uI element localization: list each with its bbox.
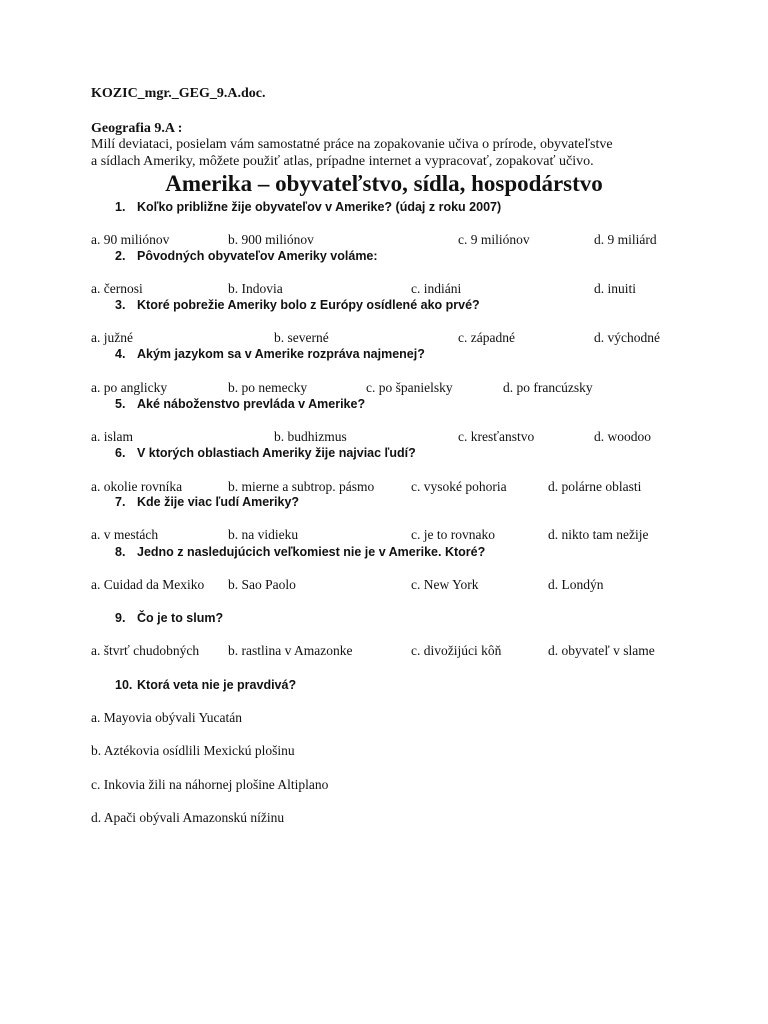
- question-1: [115, 200, 501, 214]
- question-2: [115, 249, 378, 263]
- q5-option-a: a. islam: [91, 429, 133, 444]
- q10-statement-c: c. Inkovia žili na náhornej plošine Altiplano: [91, 777, 329, 792]
- q8-option-a: a. Cuidad da Mexiko: [91, 577, 205, 592]
- question-number: 3.: [115, 298, 126, 312]
- q9-option-b: b. rastlina v Amazonke: [228, 643, 353, 658]
- q3-option-b: b. severné: [274, 330, 329, 345]
- q2-option-a: a. černosi: [91, 281, 143, 296]
- q5-option-b: b. budhizmus: [274, 429, 347, 444]
- q3-option-d: d. východné: [594, 330, 660, 345]
- question-number: 7.: [115, 495, 126, 509]
- question-number: 2.: [115, 249, 126, 263]
- question-7: [115, 495, 299, 509]
- q10-statement-a: a. Mayovia obývali Yucatán: [91, 710, 242, 725]
- q7-option-c: c. je to rovnako: [411, 527, 495, 542]
- question-9: [115, 611, 223, 625]
- q7-option-b: b. na vidieku: [228, 527, 299, 542]
- q4-option-c: c. po španielsky: [366, 380, 453, 395]
- q8-option-c: c. New York: [411, 577, 479, 592]
- question-text: Ktorá veta nie je pravdivá?: [137, 678, 297, 692]
- q7-option-a: a. v mestách: [91, 527, 159, 542]
- q1-option-c: c. 9 miliónov: [458, 232, 530, 247]
- worksheet-title: Amerika – obyvateľstvo, sídla, hospodárstvo: [165, 171, 603, 196]
- question-text: Kde žije viac ľudí Ameriky?: [137, 495, 300, 509]
- question-number: 9.: [115, 611, 126, 625]
- q1-option-a: a. 90 miliónov: [91, 232, 170, 247]
- class-heading: Geografia 9.A :: [91, 121, 183, 136]
- question-8: [115, 545, 485, 559]
- q2-option-d: d. inuiti: [594, 281, 637, 296]
- question-text: Aké náboženstvo prevláda v Amerike?: [137, 397, 366, 411]
- q5-option-d: d. woodoo: [594, 429, 651, 444]
- question-number: 4.: [115, 347, 126, 361]
- intro-line-2: a sídlach Ameriky, môžete použiť atlas, prípadne internet a vypracovať, zopakovať učivo.: [91, 154, 594, 169]
- q9-option-c: c. divožijúci kôň: [411, 643, 502, 658]
- question-number: 6.: [115, 446, 126, 460]
- q4-option-b: b. po nemecky: [228, 380, 308, 395]
- document-filename: KOZIC_mgr._GEG_9.A.doc.: [91, 86, 266, 101]
- question-text: Jedno z nasledujúcich veľkomiest nie je v Amerike. Ktoré?: [137, 545, 486, 559]
- q7-option-d: d. nikto tam nežije: [548, 527, 649, 542]
- question-number: 10.: [115, 678, 133, 692]
- q6-option-a: a. okolie rovníka: [91, 479, 183, 494]
- q5-option-c: c. kresťanstvo: [458, 429, 535, 444]
- question-text: Koľko približne žije obyvateľov v Amerike? (údaj z roku 2007): [137, 200, 502, 214]
- q9-option-d: d. obyvateľ v slame: [548, 643, 655, 658]
- q10-statement-b: b. Aztékovia osídlili Mexickú plošinu: [91, 743, 295, 758]
- q9-option-a: a. štvrť chudobných: [91, 643, 200, 658]
- q2-option-b: b. Indovia: [228, 281, 283, 296]
- q3-option-a: a. južné: [91, 330, 133, 345]
- q3-option-c: c. západné: [458, 330, 515, 345]
- q8-option-d: d. Londýn: [548, 577, 604, 592]
- question-number: 1.: [115, 200, 126, 214]
- q6-option-b: b. mierne a subtrop. pásmo: [228, 479, 375, 494]
- question-5: [115, 397, 365, 411]
- q1-option-d: d. 9 miliárd: [594, 232, 657, 247]
- question-text: Čo je to slum?: [137, 611, 224, 625]
- q1-option-b: b. 900 miliónov: [228, 232, 314, 247]
- question-number: 5.: [115, 397, 126, 411]
- question-text: Pôvodných obyvateľov Ameriky voláme:: [137, 249, 378, 263]
- question-text: Ktoré pobrežie Ameriky bolo z Európy osídlené ako prvé?: [137, 298, 480, 312]
- q6-option-d: d. polárne oblasti: [548, 479, 642, 494]
- question-3: [115, 298, 480, 312]
- q6-option-c: c. vysoké pohoria: [411, 479, 507, 494]
- question-10: [115, 678, 296, 692]
- q10-statement-d: d. Apači obývali Amazonskú nížinu: [91, 810, 285, 825]
- question-6: [115, 446, 416, 460]
- question-number: 8.: [115, 545, 126, 559]
- q4-option-a: a. po anglicky: [91, 380, 168, 395]
- q4-option-d: d. po francúzsky: [503, 380, 593, 395]
- question-text: V ktorých oblastiach Ameriky žije najviac ľudí?: [137, 446, 416, 460]
- q2-option-c: c. indiáni: [411, 281, 462, 296]
- intro-line-1: Milí deviataci, posielam vám samostatné práce na zopakovanie učiva o prírode, obyvateľstve: [91, 137, 613, 152]
- question-text: Akým jazykom sa v Amerike rozpráva najmenej?: [137, 347, 425, 361]
- question-4: [115, 347, 425, 361]
- q8-option-b: b. Sao Paolo: [228, 577, 296, 592]
